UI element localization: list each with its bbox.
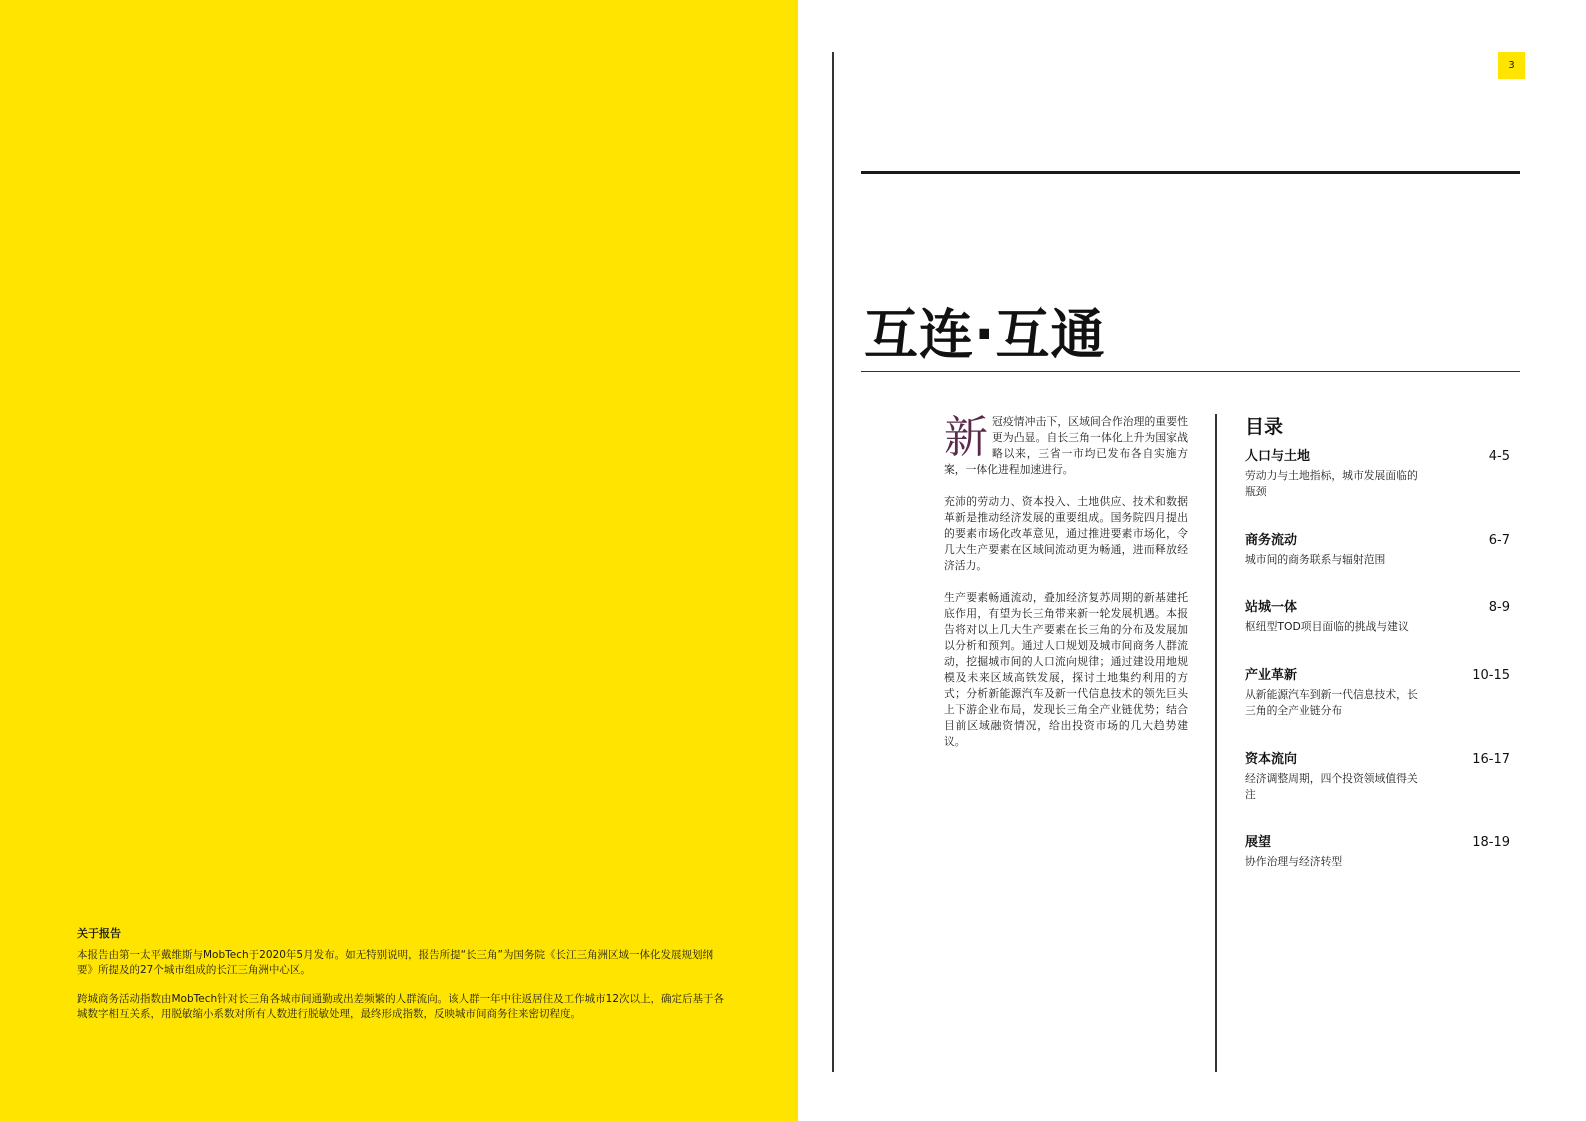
about-heading: 关于报告 — [77, 927, 121, 940]
toc-item-desc: 枢纽型TOD项目面临的挑战与建议 — [1245, 620, 1409, 633]
middle-vertical-rule — [1215, 414, 1217, 1072]
toc-item-title: 人口与土地 — [1245, 449, 1311, 464]
toc-item[interactable] — [1245, 599, 1510, 667]
toc-item-title: 资本流向 — [1245, 752, 1298, 767]
about-paragraph-2: 跨城商务活动指数由MobTech针对长三角各城市间通勤或出差频繁的人群流向。该人群一年中往返居住及工作城市12次以上，确定后基于各城数字相互关系，用脱敏缩小系数对所有人数进行脱敏处理，最终形成指数，反映城市间商务往来密切程度。 — [77, 993, 725, 1020]
toc-item-title: 产业革新 — [1245, 668, 1298, 683]
intro-paragraph-3: 生产要素畅通流动，叠加经济复苏周期的新基建托底作用，有望为长三角带来新一轮发展机遇。本报告将对以上几大生产要素在长三角的分布及发展加以分析和预判。通过人口规划及城市间商务人群流动，挖掘城市间的人口流向规律；通过建设用地规模及未来区域高铁发展，探讨土地集约利用的方式；分析新能源汽车及新一代信息技术的领先巨头上下游企业布局，发现长三角全产业链优势；结合目前区域融资情况，给出投资市场的几大趋势建议。 — [944, 591, 1188, 748]
about-report — [77, 926, 727, 1036]
toc-heading: 目录 — [1245, 416, 1284, 438]
page-title: 互连·互通 — [864, 303, 1106, 366]
intro-text — [944, 414, 1188, 766]
toc-item[interactable] — [1245, 532, 1510, 599]
toc-item[interactable] — [1245, 448, 1510, 532]
title-rule — [861, 371, 1520, 372]
toc-item-pages: 18-19 — [1472, 835, 1510, 850]
top-rule — [861, 171, 1520, 174]
toc-item-pages: 6-7 — [1488, 533, 1510, 548]
intro-paragraph-1 — [944, 414, 1188, 478]
toc-item-pages: 16-17 — [1472, 752, 1510, 767]
toc-item-title: 站城一体 — [1245, 600, 1298, 615]
intro-paragraph-2: 充沛的劳动力、资本投入、土地供应、技术和数据革新是推动经济发展的重要组成。国务院四月提出的要素市场化改革意见，通过推进要素市场化，令几大生产要素在区域间流动更为畅通，进而释放经济活力。 — [944, 495, 1188, 572]
toc-item-desc: 协作治理与经济转型 — [1245, 855, 1343, 868]
table-of-contents — [1245, 414, 1510, 894]
toc-item-pages: 10-15 — [1472, 668, 1510, 683]
about-paragraph-1: 本报告由第一太平戴维斯与MobTech于2020年5月发布。如无特别说明，报告所提“长三角”为国务院《长江三角洲区域一体化发展规划纲要》所提及的27个城市组成的长江三角洲中心区。 — [77, 949, 713, 976]
toc-item-desc: 经济调整周期，四个投资领域值得关注 — [1245, 772, 1418, 801]
left-vertical-rule — [832, 52, 834, 1072]
toc-item-pages: 8-9 — [1488, 600, 1510, 615]
toc-item[interactable] — [1245, 751, 1510, 834]
toc-item[interactable] — [1245, 834, 1510, 894]
toc-item-pages: 4-5 — [1488, 449, 1510, 464]
toc-item-title: 商务流动 — [1245, 533, 1298, 548]
page-number: 3 — [1498, 52, 1525, 79]
toc-item-desc: 从新能源汽车到新一代信息技术，长三角的全产业链分布 — [1245, 688, 1418, 717]
intro-paragraph-1-text: 冠疫情冲击下，区域间合作治理的重要性更为凸显。自长三角一体化上升为国家战略以来，三省一市均已发布各自实施方案，一体化进程加速进行。 — [944, 415, 1188, 476]
toc-item-title: 展望 — [1245, 835, 1272, 850]
toc-item[interactable] — [1245, 667, 1510, 751]
toc-item-desc: 劳动力与土地指标，城市发展面临的瓶颈 — [1245, 469, 1418, 498]
dropcap: 新 — [944, 412, 988, 463]
toc-item-desc: 城市间的商务联系与辐射范围 — [1245, 553, 1386, 566]
